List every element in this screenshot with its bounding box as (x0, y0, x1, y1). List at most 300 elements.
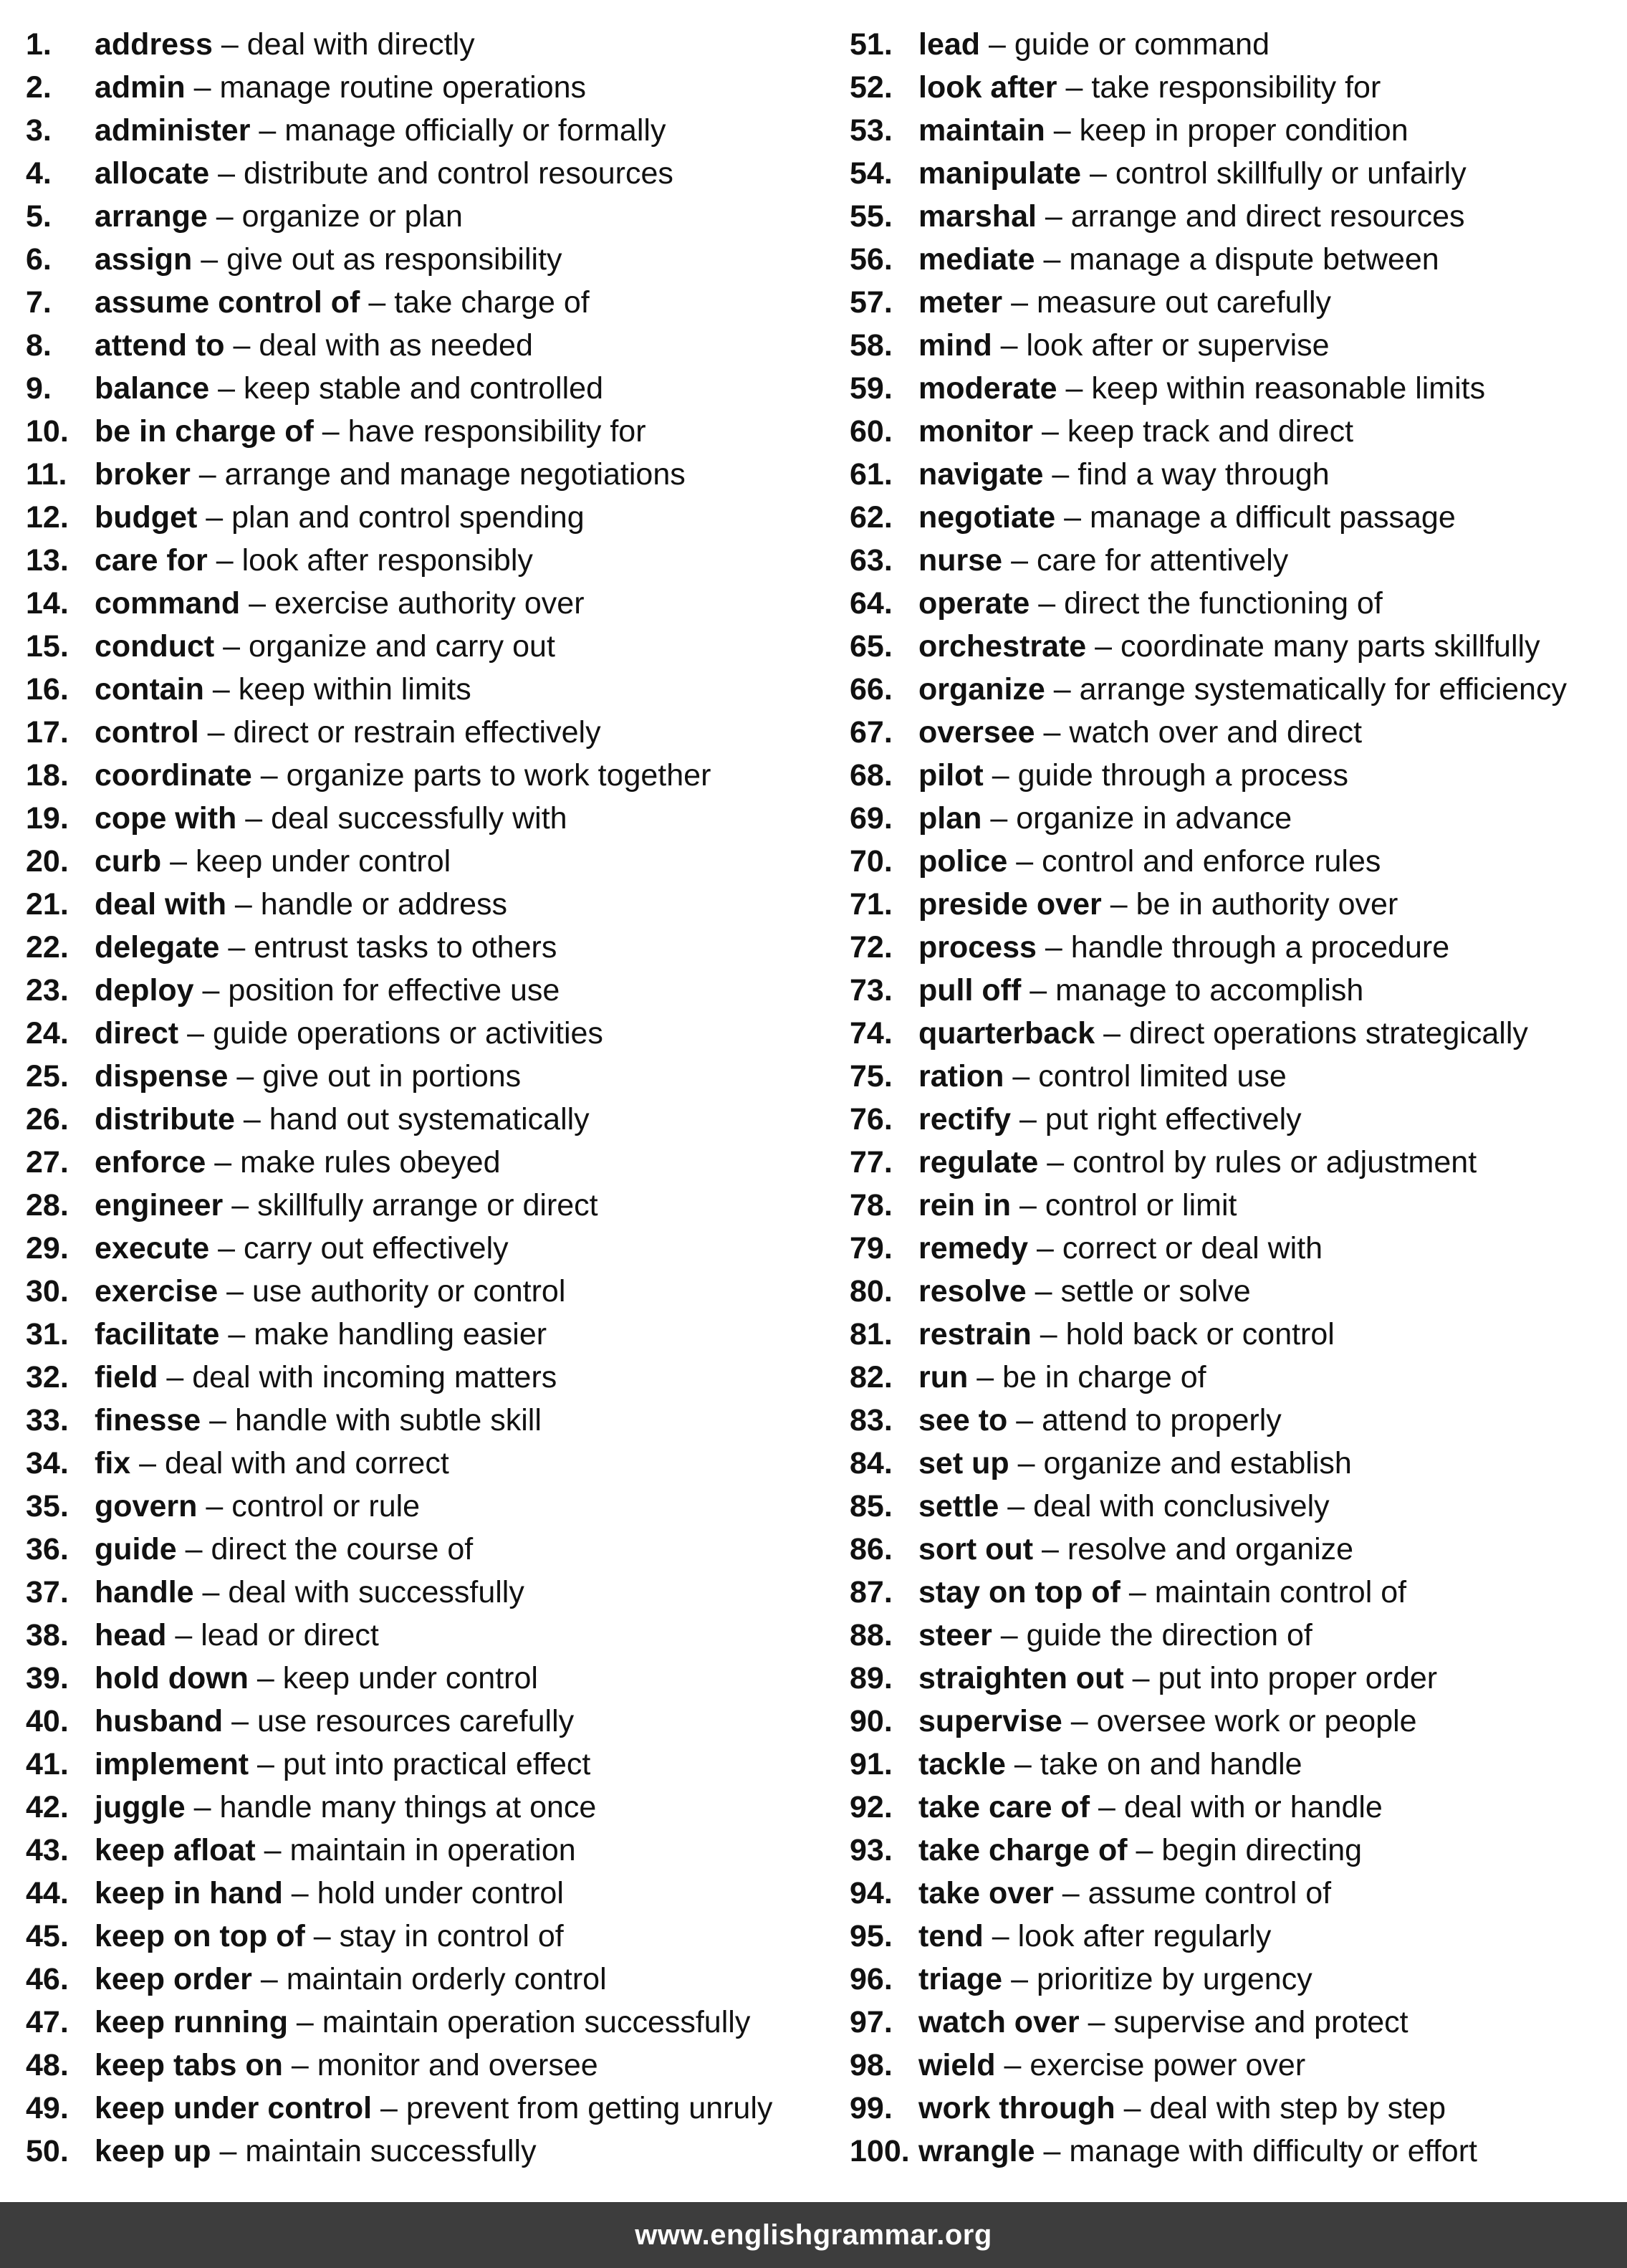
entry-definition: arrange systematically for efficiency (1079, 672, 1567, 707)
entry-separator: – (206, 500, 224, 535)
entry-number: 66. (850, 672, 893, 707)
entry-definition: deal with step by step (1149, 2091, 1446, 2125)
entry-word: keep on top of (95, 1919, 305, 1953)
entry-word: exercise (95, 1274, 219, 1308)
list-item (26, 539, 828, 582)
entry-definition: oversee work or people (1096, 1704, 1417, 1738)
entry-word: ration (918, 1059, 1004, 1094)
list-item (26, 109, 828, 152)
entry-separator: – (1098, 1790, 1115, 1824)
entry-number: 25. (26, 1059, 69, 1094)
entry-number: 50. (26, 2134, 69, 2168)
entry-definition: guide operations or activities (212, 1016, 603, 1051)
entry-separator: – (257, 1747, 274, 1781)
entry-separator: – (209, 1403, 227, 1437)
list-item (26, 2044, 828, 2087)
entry-separator: – (1035, 1274, 1052, 1308)
entry-separator: – (1036, 1231, 1054, 1265)
list-item (850, 1915, 1616, 1958)
list-item (26, 324, 828, 367)
entry-word: stay on top of (918, 1575, 1120, 1609)
entry-separator: – (368, 285, 386, 320)
list-item (26, 23, 828, 66)
list-item (26, 1356, 828, 1399)
list-item (850, 1313, 1616, 1356)
list-item (26, 1958, 828, 2001)
list-item (26, 152, 828, 195)
entry-word: balance (95, 371, 210, 406)
entry-definition: use authority or control (252, 1274, 566, 1308)
list-item (850, 1958, 1616, 2001)
entry-separator: – (1042, 1532, 1059, 1566)
entry-definition: manage a dispute between (1069, 242, 1439, 277)
list-item (850, 1270, 1616, 1313)
entry-definition: have responsibility for (347, 414, 646, 449)
entry-separator: – (1045, 199, 1062, 234)
entry-separator: – (193, 1790, 211, 1824)
list-item (26, 1528, 828, 1571)
entry-definition: guide the direction of (1026, 1618, 1312, 1652)
entry-word: orchestrate (918, 629, 1087, 664)
entry-definition: keep within limits (238, 672, 471, 707)
entry-definition: position for effective use (228, 973, 560, 1008)
entry-separator: – (291, 1876, 309, 1910)
entry-word: regulate (918, 1145, 1039, 1180)
list-item (850, 109, 1616, 152)
list-item (850, 1098, 1616, 1141)
entry-word: delegate (95, 930, 220, 965)
list-item (26, 1055, 828, 1098)
entry-separator: – (228, 930, 246, 965)
list-item (850, 1055, 1616, 1098)
list-item (26, 453, 828, 496)
entry-word: assume control of (95, 285, 360, 320)
entry-number: 45. (26, 1919, 69, 1953)
entry-definition: organize and carry out (249, 629, 555, 664)
entry-definition: manage to accomplish (1055, 973, 1364, 1008)
list-item (850, 1141, 1616, 1184)
entry-word: meter (918, 285, 1003, 320)
entry-word: oversee (918, 715, 1035, 750)
entry-definition: assume control of (1088, 1876, 1332, 1910)
list-item (850, 324, 1616, 367)
entry-number: 48. (26, 2048, 69, 2082)
list-item (850, 1657, 1616, 1700)
entry-separator: – (380, 2091, 398, 2125)
entry-word: pull off (918, 973, 1022, 1008)
list-item (850, 1442, 1616, 1485)
entry-word: mediate (918, 242, 1035, 277)
list-item (26, 410, 828, 453)
list-item (850, 1743, 1616, 1786)
entry-number: 74. (850, 1016, 893, 1051)
entry-definition: deal with directly (246, 27, 475, 62)
entry-word: rein in (918, 1188, 1012, 1222)
list-item (850, 195, 1616, 238)
entry-separator: – (313, 1919, 331, 1953)
entry-number: 1. (26, 27, 52, 62)
entry-definition: look after responsibly (241, 543, 533, 578)
entry-separator: – (1042, 414, 1059, 449)
entry-word: navigate (918, 457, 1044, 492)
entry-word: restrain (918, 1317, 1032, 1351)
list-item (850, 668, 1616, 711)
entry-definition: resolve and organize (1067, 1532, 1354, 1566)
entry-number: 28. (26, 1188, 69, 1222)
list-item (26, 496, 828, 539)
entry-definition: correct or deal with (1062, 1231, 1323, 1265)
entry-number: 22. (26, 930, 69, 965)
entry-number: 88. (850, 1618, 893, 1652)
entry-number: 93. (850, 1833, 893, 1867)
entry-separator: – (1052, 457, 1070, 492)
entry-number: 60. (850, 414, 893, 449)
list-item (26, 2001, 828, 2044)
entry-word: keep afloat (95, 1833, 256, 1867)
entry-word: rectify (918, 1102, 1012, 1137)
list-item (850, 1700, 1616, 1743)
entry-definition: hold under control (317, 1876, 564, 1910)
entry-number: 64. (850, 586, 893, 621)
entry-definition: prevent from getting unruly (405, 2091, 773, 2125)
list-item (850, 1399, 1616, 1442)
entry-number: 11. (26, 457, 67, 492)
list-item (26, 1399, 828, 1442)
entry-separator: – (1088, 2005, 1105, 2039)
entry-word: lead (918, 27, 981, 62)
entry-number: 2. (26, 70, 52, 105)
entry-separator: – (1053, 113, 1071, 148)
entry-word: dispense (95, 1059, 229, 1094)
entry-definition: organize or plan (241, 199, 463, 234)
entry-word: implement (95, 1747, 249, 1781)
entry-separator: – (202, 1575, 220, 1609)
entry-word: juggle (95, 1790, 186, 1824)
entry-word: engineer (95, 1188, 224, 1222)
entry-separator: – (233, 328, 251, 363)
entry-word: assign (95, 242, 193, 277)
entry-separator: – (1065, 371, 1083, 406)
entry-separator: – (1000, 1618, 1018, 1652)
entry-number: 41. (26, 1747, 69, 1781)
list-item (850, 281, 1616, 324)
entry-word: keep in hand (95, 1876, 283, 1910)
entry-definition: look after or supervise (1026, 328, 1330, 363)
entry-definition: use resources carefully (257, 1704, 575, 1738)
entry-definition: organize and establish (1043, 1446, 1352, 1480)
entry-separator: – (1047, 1145, 1065, 1180)
entry-number: 39. (26, 1661, 69, 1695)
entry-separator: – (1016, 1403, 1034, 1437)
entry-number: 10. (26, 414, 69, 449)
entry-word: care for (95, 543, 208, 578)
entry-number: 96. (850, 1962, 893, 1996)
entry-definition: handle many things at once (219, 1790, 597, 1824)
entry-definition: give out in portions (262, 1059, 522, 1094)
entry-number: 68. (850, 758, 893, 793)
entry-word: steer (918, 1618, 992, 1652)
entry-definition: keep in proper condition (1079, 113, 1408, 148)
list-item (850, 66, 1616, 109)
entry-definition: handle with subtle skill (235, 1403, 542, 1437)
entry-number: 46. (26, 1962, 69, 1996)
entry-number: 49. (26, 2091, 69, 2125)
list-item (26, 1829, 828, 1872)
entry-separator: – (1030, 973, 1047, 1008)
entry-separator: – (260, 1962, 278, 1996)
list-item (26, 754, 828, 797)
list-item (26, 1743, 828, 1786)
entry-definition: put right effectively (1045, 1102, 1302, 1137)
list-item (26, 1270, 828, 1313)
entry-word: broker (95, 457, 191, 492)
entry-definition: lead or direct (201, 1618, 379, 1652)
entry-definition: direct operations strategically (1129, 1016, 1528, 1051)
entry-word: quarterback (918, 1016, 1095, 1051)
entry-word: monitor (918, 414, 1034, 449)
entry-number: 94. (850, 1876, 893, 1910)
entry-definition: keep within reasonable limits (1091, 371, 1486, 406)
entry-separator: – (1016, 844, 1034, 879)
entry-word: be in charge of (95, 414, 314, 449)
entry-definition: manage a difficult passage (1089, 500, 1456, 535)
entry-separator: – (1011, 543, 1028, 578)
entry-number: 24. (26, 1016, 69, 1051)
entry-definition: plan and control spending (231, 500, 585, 535)
entry-word: pilot (918, 758, 984, 793)
entry-word: husband (95, 1704, 224, 1738)
entry-separator: – (1038, 586, 1056, 621)
entry-word: plan (918, 801, 982, 836)
entry-separator: – (1132, 1661, 1150, 1695)
entry-number: 59. (850, 371, 893, 406)
entry-number: 17. (26, 715, 69, 750)
list-item (850, 1872, 1616, 1915)
entry-separator: – (231, 1188, 249, 1222)
entry-definition: keep track and direct (1067, 414, 1354, 449)
entry-definition: organize in advance (1016, 801, 1292, 836)
entry-definition: direct the functioning of (1064, 586, 1383, 621)
entry-number: 79. (850, 1231, 893, 1265)
list-item (26, 1700, 828, 1743)
footer-url: www.englishgrammar.org (635, 2219, 992, 2251)
entry-word: negotiate (918, 500, 1056, 535)
entry-definition: entrust tasks to others (254, 930, 557, 965)
entry-number: 47. (26, 2005, 69, 2039)
list-item (26, 1012, 828, 1055)
list-item (26, 2087, 828, 2130)
entry-separator: – (1004, 2048, 1022, 2082)
entry-separator: – (322, 414, 340, 449)
entry-number: 30. (26, 1274, 69, 1308)
list-item (850, 1829, 1616, 1872)
entry-separator: – (175, 1618, 193, 1652)
entry-definition: put into practical effect (282, 1747, 591, 1781)
entry-word: address (95, 27, 213, 62)
entry-separator: – (1062, 1876, 1080, 1910)
entry-separator: – (1110, 887, 1128, 922)
entry-separator: – (170, 844, 188, 879)
entry-definition: settle or solve (1060, 1274, 1251, 1308)
entry-number: 35. (26, 1489, 69, 1523)
entry-definition: control or rule (231, 1489, 421, 1523)
entry-word: budget (95, 500, 198, 535)
entry-word: contain (95, 672, 204, 707)
entry-separator: – (992, 758, 1009, 793)
entry-separator: – (296, 2005, 314, 2039)
entry-word: keep order (95, 1962, 252, 1996)
entry-word: resolve (918, 1274, 1027, 1308)
entry-definition: control limited use (1038, 1059, 1287, 1094)
entry-word: handle (95, 1575, 194, 1609)
list-item (26, 1184, 828, 1227)
entry-definition: manage officially or formally (284, 113, 666, 148)
list-item (26, 1442, 828, 1485)
entry-definition: stay in control of (339, 1919, 564, 1953)
entry-number: 31. (26, 1317, 69, 1351)
entry-separator: – (198, 457, 216, 492)
entry-word: hold down (95, 1661, 249, 1695)
entry-number: 69. (850, 801, 893, 836)
entry-definition: take on and handle (1040, 1747, 1302, 1781)
entry-definition: give out as responsibility (226, 242, 562, 277)
entry-word: coordinate (95, 758, 252, 793)
entry-word: settle (918, 1489, 999, 1523)
entry-word: take charge of (918, 1833, 1128, 1867)
entry-number: 53. (850, 113, 893, 148)
list-item (26, 66, 828, 109)
entry-word: wield (918, 2048, 996, 2082)
entry-word: maintain (918, 113, 1045, 148)
entry-word: finesse (95, 1403, 201, 1437)
list-item (850, 883, 1616, 926)
entry-word: attend to (95, 328, 225, 363)
entry-definition: deal with conclusively (1033, 1489, 1330, 1523)
entry-separator: – (1103, 1016, 1121, 1051)
entry-definition: control or limit (1045, 1188, 1237, 1222)
list-item (850, 1614, 1616, 1657)
entry-word: preside over (918, 887, 1102, 922)
entry-number: 40. (26, 1704, 69, 1738)
entry-separator: – (1019, 1188, 1037, 1222)
list-item (850, 1227, 1616, 1270)
entry-word: keep under control (95, 2091, 373, 2125)
entry-word: keep running (95, 2005, 288, 2039)
entry-definition: make rules obeyed (240, 1145, 501, 1180)
entry-separator: – (1128, 1575, 1146, 1609)
list-item (850, 625, 1616, 668)
entry-word: deal with (95, 887, 226, 922)
entry-definition: keep stable and controlled (243, 371, 603, 406)
list-item (26, 2130, 828, 2173)
entry-number: 86. (850, 1532, 893, 1566)
entry-number: 8. (26, 328, 52, 363)
entry-separator: – (218, 371, 236, 406)
entry-separator: – (1053, 672, 1071, 707)
list-item (26, 969, 828, 1012)
entry-number: 51. (850, 27, 893, 62)
entry-word: wrangle (918, 2134, 1035, 2168)
entry-definition: deal with successfully (228, 1575, 524, 1609)
list-item (26, 367, 828, 410)
entry-definition: handle through a procedure (1070, 930, 1450, 965)
entry-separator: – (990, 801, 1008, 836)
entry-definition: keep under control (196, 844, 451, 879)
list-item (26, 582, 828, 625)
entry-number: 4. (26, 156, 52, 191)
entry-separator: – (226, 1274, 244, 1308)
list-item (850, 1786, 1616, 1829)
entry-word: control (95, 715, 199, 750)
list-item (26, 1485, 828, 1528)
list-item (850, 711, 1616, 754)
entry-number: 32. (26, 1360, 69, 1394)
word-list-right-column (850, 23, 1616, 2173)
list-item (850, 152, 1616, 195)
entry-number: 18. (26, 758, 69, 793)
list-item (850, 453, 1616, 496)
entry-definition: find a way through (1078, 457, 1330, 492)
entry-word: admin (95, 70, 186, 105)
entry-separator: – (264, 1833, 282, 1867)
entry-word: supervise (918, 1704, 1062, 1738)
entry-separator: – (1070, 1704, 1088, 1738)
entry-definition: deal with or handle (1123, 1790, 1383, 1824)
entry-separator: – (249, 586, 266, 621)
entry-number: 77. (850, 1145, 893, 1180)
entry-separator: – (206, 1489, 224, 1523)
entry-word: enforce (95, 1145, 206, 1180)
entry-word: direct (95, 1016, 179, 1051)
list-item (26, 1872, 828, 1915)
entry-number: 34. (26, 1446, 69, 1480)
list-item (850, 23, 1616, 66)
entry-definition: deal successfully with (271, 801, 567, 836)
entry-separator: – (1012, 1059, 1030, 1094)
entry-number: 100. (850, 2134, 910, 2168)
entry-separator: – (1011, 285, 1028, 320)
entry-separator: – (243, 1102, 261, 1137)
list-item (26, 1571, 828, 1614)
entry-definition: prioritize by urgency (1036, 1962, 1312, 1996)
list-item (850, 539, 1616, 582)
entry-separator: – (207, 715, 225, 750)
entry-number: 85. (850, 1489, 893, 1523)
entry-word: watch over (918, 2005, 1080, 2039)
entry-number: 56. (850, 242, 893, 277)
list-item (850, 410, 1616, 453)
list-item (850, 1356, 1616, 1399)
entry-word: head (95, 1618, 167, 1652)
entry-definition: be in charge of (1002, 1360, 1206, 1394)
entry-word: guide (95, 1532, 177, 1566)
entry-definition: take charge of (394, 285, 590, 320)
entry-number: 99. (850, 2091, 893, 2125)
entry-number: 43. (26, 1833, 69, 1867)
list-item (26, 883, 828, 926)
entry-word: arrange (95, 199, 208, 234)
entry-separator: – (166, 1360, 184, 1394)
entry-number: 42. (26, 1790, 69, 1824)
entry-number: 80. (850, 1274, 893, 1308)
entry-number: 78. (850, 1188, 893, 1222)
entry-number: 21. (26, 887, 69, 922)
entry-definition: be in authority over (1136, 887, 1398, 922)
entry-number: 91. (850, 1747, 893, 1781)
entry-definition: guide through a process (1017, 758, 1348, 793)
entry-number: 16. (26, 672, 69, 707)
entry-number: 52. (850, 70, 893, 105)
